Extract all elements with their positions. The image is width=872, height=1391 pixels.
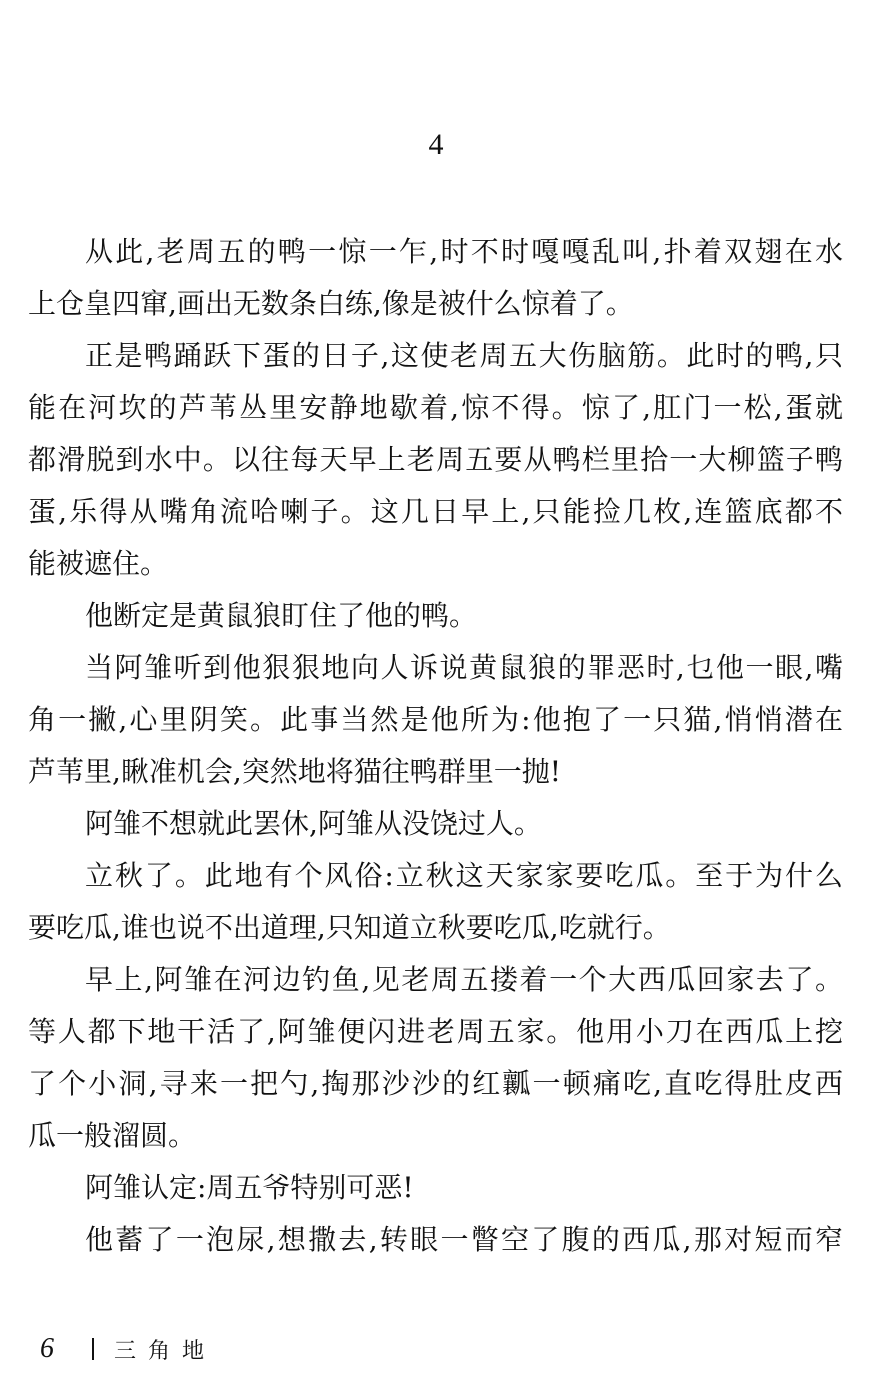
text-line: 阿雏不想就此罢休,阿雏从没饶过人。 — [85, 807, 542, 840]
text-line: 瓜一般溜圆。 — [28, 1119, 197, 1152]
body-text — [28, 232, 843, 1272]
text-line: 他断定是黄鼠狼盯住了他的鸭。 — [85, 599, 478, 632]
book-title: 三角地 — [114, 1338, 217, 1364]
text-line: 早上,阿雏在河边钓鱼,见老周五搂着一个大西瓜回家去了。 — [85, 963, 843, 996]
text-line: 了个小洞,寻来一把勺,掏那沙沙的红瓤一顿痛吃,直吃得肚皮西 — [28, 1067, 843, 1100]
chapter-number: 4 — [428, 128, 444, 161]
text-line: 都滑脱到水中。以往每天早上老周五要从鸭栏里拾一大柳篮子鸭 — [28, 443, 843, 476]
text-line: 角一撇,心里阴笑。此事当然是他所为:他抱了一只猫,悄悄潜在 — [28, 703, 843, 736]
text-line: 立秋了。此地有个风俗:立秋这天家家要吃瓜。至于为什么 — [85, 859, 843, 892]
text-line: 芦苇里,瞅准机会,突然地将猫往鸭群里一抛! — [28, 755, 562, 788]
text-line: 当阿雏听到他狠狠地向人诉说黄鼠狼的罪恶时,乜他一眼,嘴 — [85, 651, 843, 684]
text-line: 要吃瓜,谁也说不出道理,只知道立秋要吃瓜,吃就行。 — [28, 911, 671, 944]
text-line: 蛋,乐得从嘴角流哈喇子。这几日早上,只能捡几枚,连篮底都不 — [28, 495, 843, 528]
page-number: 6 — [40, 1333, 54, 1364]
text-line: 能在河坎的芦苇丛里安静地歇着,惊不得。惊了,肛门一松,蛋就 — [28, 391, 843, 424]
text-line: 阿雏认定:周五爷特别可恶! — [85, 1171, 414, 1204]
page-footer — [40, 1333, 216, 1365]
text-line: 从此,老周五的鸭一惊一乍,时不时嘎嘎乱叫,扑着双翅在水 — [85, 235, 843, 268]
text-line: 正是鸭踊跃下蛋的日子,这使老周五大伤脑筋。此时的鸭,只 — [85, 339, 843, 372]
text-line: 他蓄了一泡尿,想撒去,转眼一瞥空了腹的西瓜,那对短而窄 — [85, 1223, 843, 1256]
footer-separator — [92, 1338, 94, 1360]
text-line: 等人都下地干活了,阿雏便闪进老周五家。他用小刀在西瓜上挖 — [28, 1015, 843, 1048]
text-line: 能被遮住。 — [28, 547, 169, 580]
text-line: 上仓皇四窜,画出无数条白练,像是被什么惊着了。 — [28, 287, 634, 320]
